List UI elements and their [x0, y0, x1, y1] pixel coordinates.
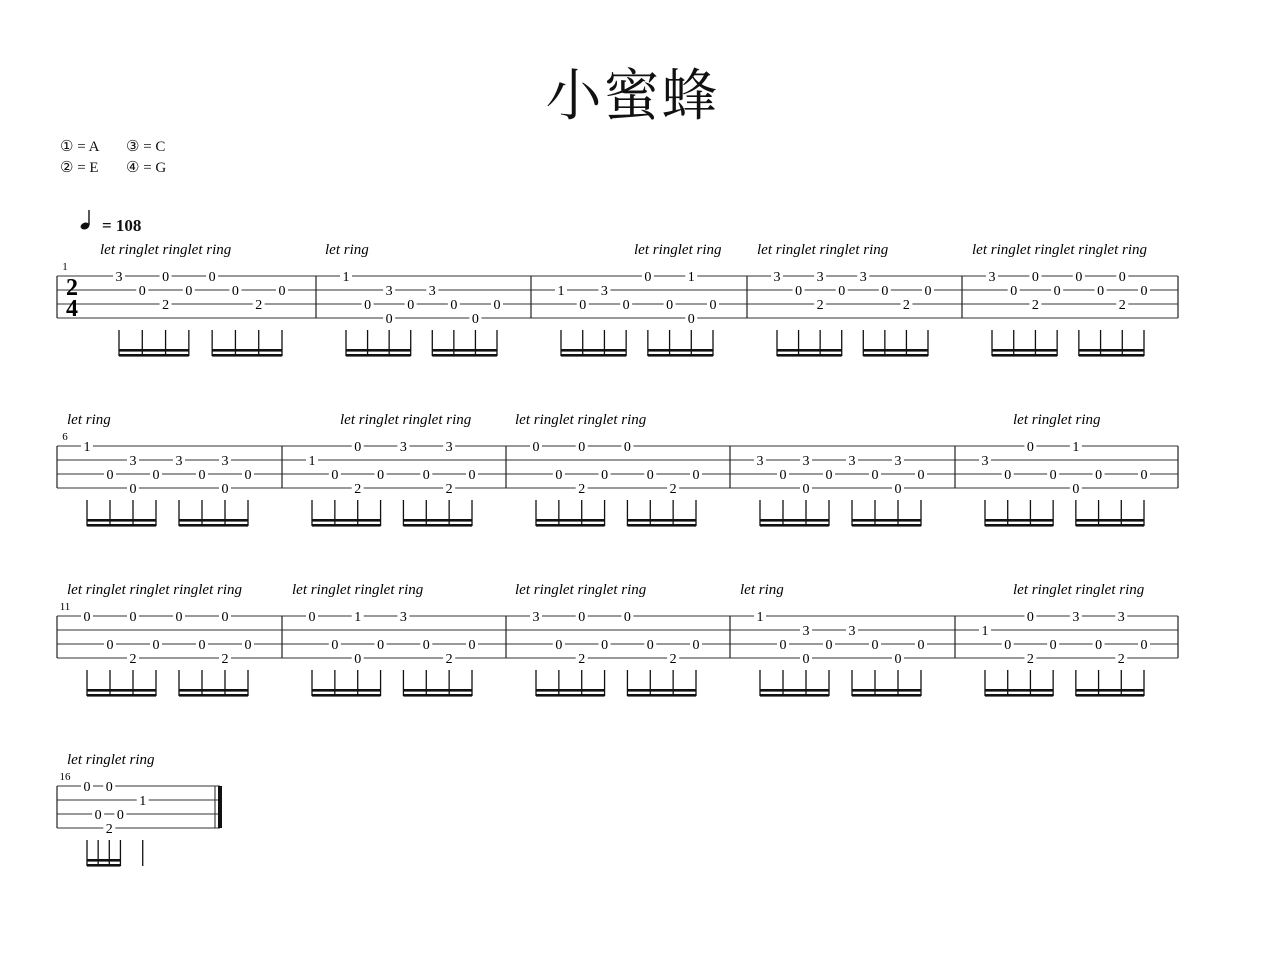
note-beam [403, 519, 472, 522]
fret-number: 0 [354, 652, 362, 667]
fret-number: 0 [198, 638, 206, 653]
note-beam [87, 864, 120, 867]
fret-number: 0 [692, 638, 700, 653]
fret-number: 3 [848, 624, 856, 639]
fret-number: 1 [354, 610, 362, 625]
note-beam [852, 694, 921, 697]
note-beam [119, 349, 189, 352]
note-beam [1076, 524, 1144, 527]
tuning-string-2: ② = E [60, 160, 99, 176]
measure-13 [530, 609, 702, 697]
fret-number: 0 [129, 482, 137, 497]
fret-number: 1 [83, 440, 91, 455]
fret-number: 0 [331, 468, 339, 483]
fret-number: 3 [756, 454, 764, 469]
fret-number: 0 [802, 482, 810, 497]
fret-number: 0 [601, 638, 609, 653]
fret-number: 0 [646, 638, 654, 653]
fret-number: 2 [1117, 652, 1125, 667]
note-beam [992, 354, 1057, 357]
fret-number: 0 [1049, 638, 1057, 653]
fret-number: 0 [709, 298, 717, 313]
note-beam [627, 519, 696, 522]
fret-number: 0 [579, 298, 587, 313]
time-signature-bottom: 4 [66, 296, 78, 322]
let-ring-label: let ringlet ring [634, 242, 722, 258]
fret-number: 0 [471, 312, 479, 327]
fret-number: 3 [1117, 610, 1125, 625]
note-beam [760, 689, 829, 692]
fret-number: 0 [162, 270, 170, 285]
fret-number: 0 [1004, 638, 1012, 653]
note-beam [403, 524, 472, 527]
fret-number: 3 [399, 610, 407, 625]
fret-number: 2 [578, 482, 586, 497]
fret-number: 0 [622, 298, 630, 313]
fret-number: 0 [407, 298, 415, 313]
fret-number: 1 [342, 270, 350, 285]
note-beam [119, 354, 189, 357]
let-ring-label: let ring [67, 412, 111, 428]
fret-number: 3 [385, 284, 393, 299]
fret-number: 0 [83, 780, 91, 795]
fret-number: 0 [244, 468, 252, 483]
note-beam [312, 694, 381, 697]
fret-number: 2 [445, 482, 453, 497]
let-ring-label: let ringlet ringlet ring [515, 582, 647, 598]
fret-number: 0 [354, 440, 362, 455]
fret-number: 0 [917, 468, 925, 483]
fret-number: 3 [445, 440, 453, 455]
fret-number: 2 [162, 298, 170, 313]
note-beam [863, 354, 928, 357]
fret-number: 2 [1118, 298, 1126, 313]
fret-number: 0 [377, 638, 385, 653]
note-beam [179, 524, 248, 527]
fret-number: 0 [185, 284, 193, 299]
note-beam [1079, 354, 1144, 357]
fret-number: 0 [644, 270, 652, 285]
fret-number: 0 [244, 638, 252, 653]
measure-number: 11 [59, 601, 71, 613]
note-beam [179, 689, 248, 692]
fret-number: 0 [331, 638, 339, 653]
fret-number: 3 [600, 284, 608, 299]
note-beam [179, 519, 248, 522]
note-beam [627, 524, 696, 527]
fret-number: 0 [1053, 284, 1061, 299]
fret-number: 3 [848, 454, 856, 469]
fret-number: 0 [221, 482, 229, 497]
song-title: 小蜜蜂 [545, 64, 720, 129]
fret-number: 0 [825, 468, 833, 483]
fret-number: 0 [555, 638, 563, 653]
note-beam [1076, 694, 1144, 697]
fret-number: 3 [802, 624, 810, 639]
note-beam [87, 524, 156, 527]
fret-number: 0 [468, 468, 476, 483]
fret-number: 0 [871, 638, 879, 653]
final-barline-thick [218, 786, 222, 828]
note-beam [777, 349, 842, 352]
note-beam [985, 689, 1053, 692]
fret-number: 0 [623, 440, 631, 455]
measure-16 [81, 779, 149, 867]
measure-1 [113, 269, 288, 357]
fret-number: 0 [825, 638, 833, 653]
fret-number: 0 [894, 652, 902, 667]
note-beam [403, 689, 472, 692]
fret-number: 0 [1140, 468, 1148, 483]
fret-number: 0 [838, 284, 846, 299]
measure-number: 16 [59, 771, 71, 783]
fret-number: 0 [1075, 270, 1083, 285]
fret-number: 0 [881, 284, 889, 299]
fret-number: 0 [924, 284, 932, 299]
fret-number: 2 [354, 482, 362, 497]
fret-number: 1 [981, 624, 989, 639]
fret-number: 0 [422, 468, 430, 483]
measure-3 [555, 269, 719, 357]
measure-number: 6 [62, 431, 68, 443]
fret-number: 3 [115, 270, 123, 285]
measure-4 [771, 269, 934, 357]
fret-number: 3 [773, 270, 781, 285]
note-beam [561, 349, 626, 352]
note-beam [852, 519, 921, 522]
fret-number: 0 [152, 468, 160, 483]
fret-number: 0 [1072, 482, 1080, 497]
note-beam [87, 689, 156, 692]
fret-number: 0 [175, 610, 183, 625]
note-beam [852, 524, 921, 527]
fret-number: 1 [1072, 440, 1080, 455]
fret-number: 0 [687, 312, 695, 327]
note-beam [179, 694, 248, 697]
note-beam [985, 694, 1053, 697]
fret-number: 3 [532, 610, 540, 625]
fret-number: 3 [221, 454, 229, 469]
fret-number: 0 [1010, 284, 1018, 299]
note-beam [346, 349, 411, 352]
fret-number: 0 [1004, 468, 1012, 483]
let-ring-label: let ringlet ringlet ring [757, 242, 889, 258]
let-ring-label: let ringlet ringlet ring [292, 582, 424, 598]
note-beam [992, 349, 1057, 352]
fret-number: 2 [1026, 652, 1034, 667]
fret-number: 2 [669, 652, 677, 667]
fret-number: 2 [129, 652, 137, 667]
fret-number: 2 [1031, 298, 1039, 313]
fret-number: 0 [1049, 468, 1057, 483]
measure-15 [979, 609, 1150, 697]
fret-number: 0 [364, 298, 372, 313]
fret-number: 3 [816, 270, 824, 285]
note-beam [561, 354, 626, 357]
measure-9 [754, 453, 927, 527]
note-beam [985, 524, 1053, 527]
fret-number: 2 [669, 482, 677, 497]
note-beam [536, 524, 605, 527]
measure-12 [306, 609, 478, 697]
let-ring-label: let ringlet ringlet ring [100, 242, 232, 258]
fret-number: 1 [756, 610, 764, 625]
fret-number: 0 [666, 298, 674, 313]
fret-number: 0 [106, 638, 114, 653]
fret-number: 1 [139, 794, 147, 809]
note-beam [536, 689, 605, 692]
note-beam [627, 689, 696, 692]
tab-system [57, 412, 1178, 527]
note-beam [863, 349, 928, 352]
fret-number: 0 [1095, 468, 1103, 483]
fret-number: 0 [1140, 638, 1148, 653]
let-ring-label: let ringlet ringlet ring [1013, 582, 1145, 598]
fret-number: 3 [859, 270, 867, 285]
fret-number: 0 [468, 638, 476, 653]
fret-number: 0 [623, 610, 631, 625]
let-ring-label: let ringlet ringlet ringlet ring [67, 582, 242, 598]
fret-number: 0 [377, 468, 385, 483]
fret-number: 0 [116, 808, 124, 823]
fret-number: 3 [428, 284, 436, 299]
note-beam [627, 694, 696, 697]
note-beam [536, 694, 605, 697]
let-ring-label: let ringlet ring [67, 752, 155, 768]
fret-number: 0 [278, 284, 286, 299]
let-ring-label: let ring [325, 242, 369, 258]
fret-number: 0 [795, 284, 803, 299]
fret-number: 1 [557, 284, 565, 299]
fret-number: 0 [1118, 270, 1126, 285]
measure-6 [81, 439, 254, 527]
fret-number: 2 [221, 652, 229, 667]
fret-number: 0 [129, 610, 137, 625]
measure-10 [979, 439, 1150, 527]
note-beam [346, 354, 411, 357]
tab-system [57, 752, 222, 867]
fret-number: 0 [1026, 610, 1034, 625]
fret-number: 0 [106, 468, 114, 483]
fret-number: 0 [138, 284, 146, 299]
note-beam [760, 694, 829, 697]
note-beam [648, 354, 713, 357]
note-beam [312, 689, 381, 692]
measure-8 [530, 439, 702, 527]
note-beam [648, 349, 713, 352]
let-ring-label: let ringlet ring [1013, 412, 1101, 428]
note-beam [432, 354, 497, 357]
tab-system [57, 242, 1178, 357]
fret-number: 0 [601, 468, 609, 483]
note-beam [212, 349, 282, 352]
let-ring-label: let ringlet ringlet ring [515, 412, 647, 428]
measure-11 [81, 609, 254, 697]
tuning-string-3: ③ = C [126, 139, 166, 155]
note-beam [87, 519, 156, 522]
note-beam [312, 524, 381, 527]
fret-number: 0 [450, 298, 458, 313]
fret-number: 2 [816, 298, 824, 313]
measure-number: 1 [62, 261, 68, 273]
measure-5 [986, 269, 1150, 357]
fret-number: 1 [687, 270, 695, 285]
let-ring-label: let ringlet ringlet ring [340, 412, 472, 428]
let-ring-label: let ringlet ringlet ringlet ring [972, 242, 1147, 258]
fret-number: 0 [779, 468, 787, 483]
fret-number: 0 [802, 652, 810, 667]
note-beam [1076, 519, 1144, 522]
tempo-value: = 108 [102, 216, 142, 235]
fret-number: 0 [871, 468, 879, 483]
fret-number: 0 [422, 638, 430, 653]
fret-number: 3 [175, 454, 183, 469]
fret-number: 0 [493, 298, 501, 313]
note-beam [536, 519, 605, 522]
fret-number: 0 [692, 468, 700, 483]
fret-number: 0 [532, 440, 540, 455]
fret-number: 0 [83, 610, 91, 625]
fret-number: 3 [802, 454, 810, 469]
tuning-string-4: ④ = G [126, 160, 167, 176]
measure-14 [754, 609, 927, 697]
let-ring-label: let ring [740, 582, 784, 598]
fret-number: 0 [198, 468, 206, 483]
note-beam [760, 524, 829, 527]
note-beam [985, 519, 1053, 522]
fret-number: 2 [255, 298, 263, 313]
fret-number: 0 [231, 284, 239, 299]
fret-number: 0 [105, 780, 113, 795]
fret-number: 3 [894, 454, 902, 469]
fret-number: 2 [902, 298, 910, 313]
fret-number: 0 [1026, 440, 1034, 455]
note-beam [852, 689, 921, 692]
fret-number: 2 [445, 652, 453, 667]
fret-number: 0 [221, 610, 229, 625]
fret-number: 1 [308, 454, 316, 469]
fret-number: 0 [894, 482, 902, 497]
note-beam [87, 694, 156, 697]
note-beam [1079, 349, 1144, 352]
fret-number: 0 [1097, 284, 1105, 299]
note-beam [87, 859, 120, 862]
fret-number: 0 [308, 610, 316, 625]
note-beam [312, 519, 381, 522]
fret-number: 0 [646, 468, 654, 483]
note-beam [777, 354, 842, 357]
tab-system [57, 582, 1178, 697]
note-beam [432, 349, 497, 352]
fret-number: 0 [385, 312, 393, 327]
note-beam [1076, 689, 1144, 692]
fret-number: 0 [152, 638, 160, 653]
fret-number: 3 [399, 440, 407, 455]
fret-number: 3 [988, 270, 996, 285]
fret-number: 0 [578, 440, 586, 455]
tuning-string-1: ① = A [60, 139, 100, 155]
fret-number: 0 [555, 468, 563, 483]
measure-2 [340, 269, 503, 357]
measure-7 [306, 439, 478, 527]
fret-number: 0 [208, 270, 216, 285]
note-beam [403, 694, 472, 697]
fret-number: 3 [981, 454, 989, 469]
fret-number: 3 [1072, 610, 1080, 625]
fret-number: 0 [1095, 638, 1103, 653]
fret-number: 0 [1140, 284, 1148, 299]
fret-number: 0 [1031, 270, 1039, 285]
fret-number: 2 [105, 822, 113, 837]
fret-number: 2 [578, 652, 586, 667]
note-beam [760, 519, 829, 522]
time-signature-top: 2 [66, 275, 78, 301]
fret-number: 0 [779, 638, 787, 653]
note-beam [212, 354, 282, 357]
fret-number: 0 [917, 638, 925, 653]
fret-number: 0 [94, 808, 102, 823]
fret-number: 0 [578, 610, 586, 625]
fret-number: 3 [129, 454, 137, 469]
